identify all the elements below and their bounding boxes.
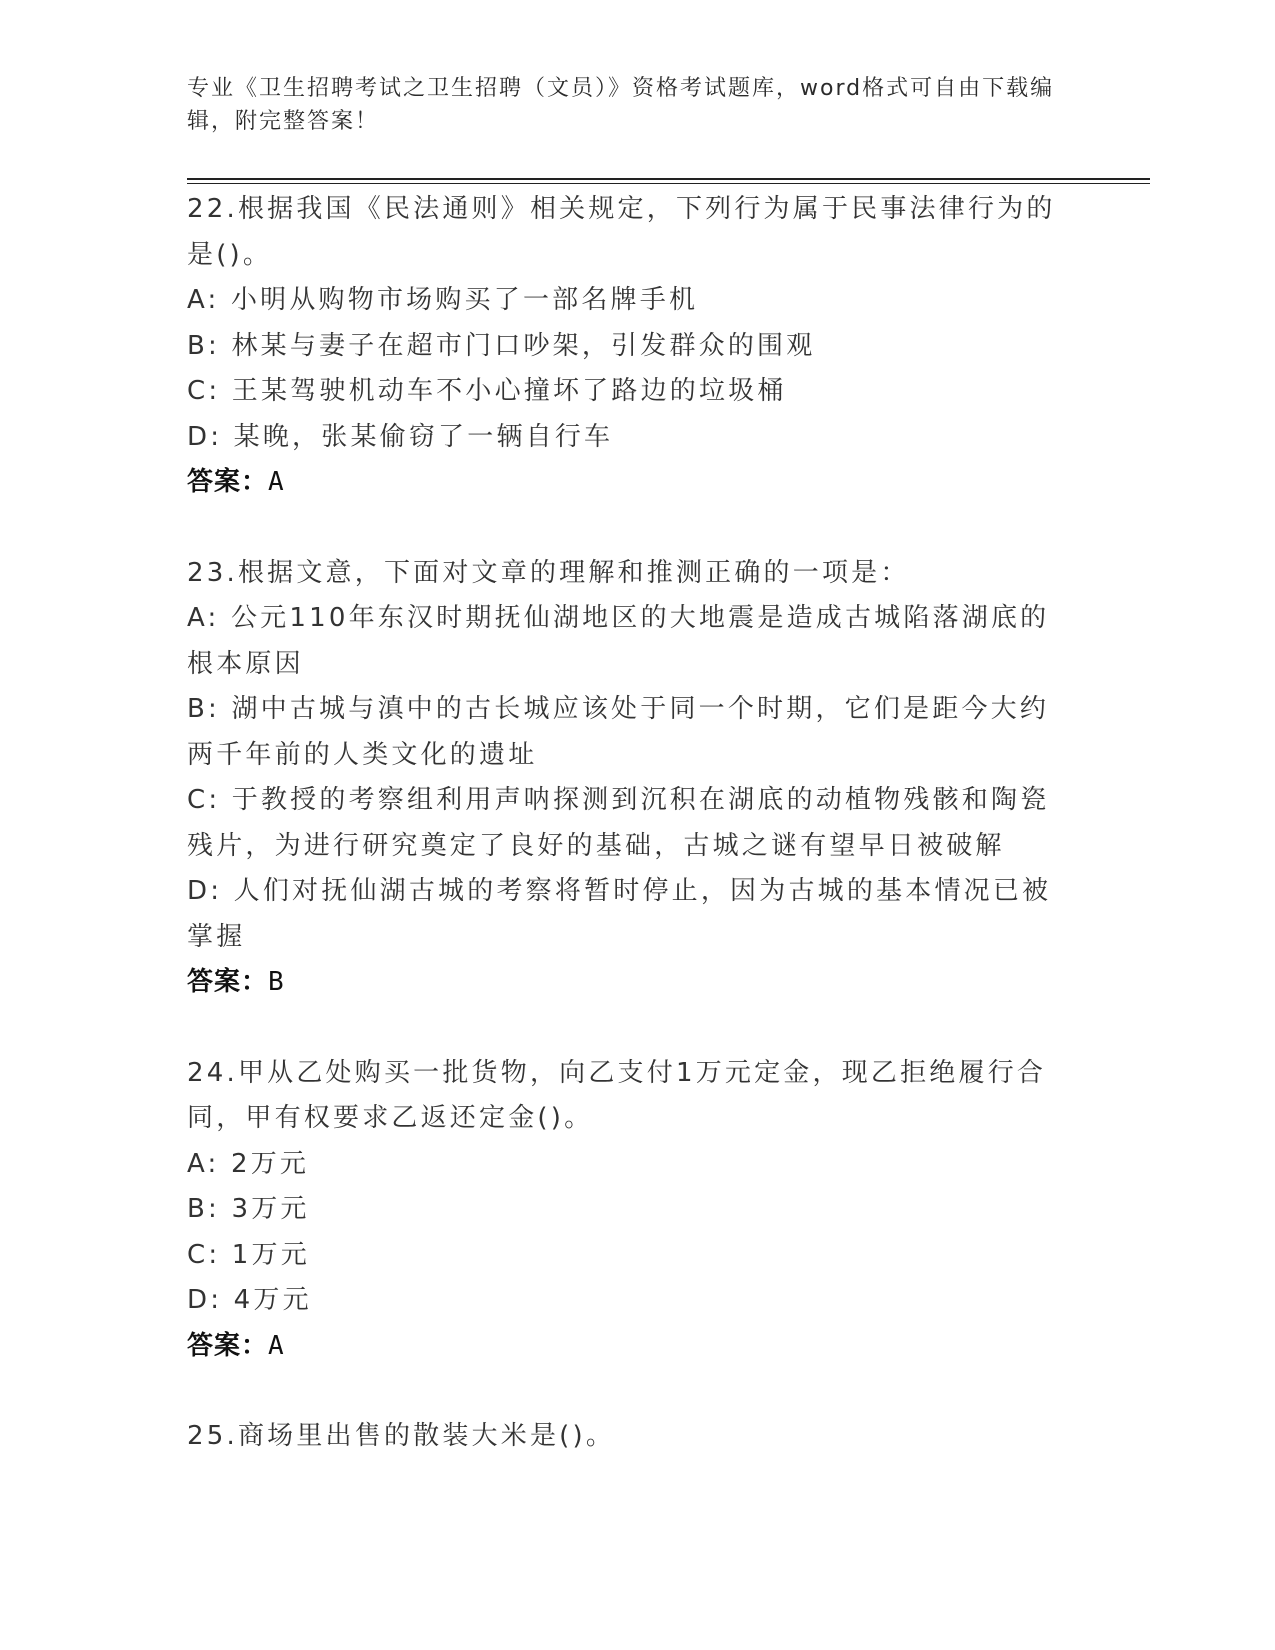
answer-value: B [268, 967, 285, 997]
option-d: D: 4万元 [187, 1285, 312, 1315]
option-c: C: 于教授的考察组利用声呐探测到沉积在湖底的动植物残骸和陶瓷残片，为进行研究奠定了良好的基础，古城之谜有望早日被破解 [187, 785, 1050, 861]
option-c: C: 1万元 [187, 1239, 310, 1270]
question-24 [187, 1051, 1077, 1370]
answer-value: A [268, 1330, 285, 1361]
question-stem: 22.根据我国《民法通则》相关规定，下列行为属于民事法律行为的是()。 [187, 194, 1056, 270]
answer [187, 460, 1077, 506]
question-stem: 24.甲从乙处购买一批货物，向乙支付1万元定金，现乙拒绝履行合同，甲有权要求乙返还定金()。 [187, 1057, 1047, 1133]
question-25 [187, 1414, 1077, 1460]
answer-label: 答案： [187, 967, 269, 997]
option-a: A: 公元110年东汉时期抚仙湖地区的大地震是造成古城陷落湖底的根本原因 [187, 603, 1050, 679]
document-header: 专业《卫生招聘考试之卫生招聘（文员）》资格考试题库，word格式可自由下载编辑，附完整答案！ [187, 76, 1055, 134]
question-list [187, 187, 1077, 1460]
answer-label: 答案： [187, 467, 269, 497]
option-c: C: 王某驾驶机动车不小心撞坏了路边的垃圾桶 [187, 376, 787, 406]
header-rule-top [187, 178, 1150, 180]
answer [187, 1324, 1077, 1370]
option-d: D: 人们对抚仙湖古城的考察将暂时停止，因为古城的基本情况已被掌握 [187, 876, 1052, 952]
option-b: B: 3万元 [187, 1194, 310, 1224]
answer-value: A [268, 467, 285, 497]
answer [187, 960, 1077, 1006]
question-23 [187, 551, 1077, 1006]
option-b: B: 湖中古城与滇中的古长城应该处于同一个时期，它们是距今大约两千年前的人类文化的遗址 [187, 694, 1050, 770]
header-rule-bottom [187, 183, 1150, 184]
question-22 [187, 187, 1077, 506]
option-a: A: 2万元 [187, 1148, 310, 1179]
option-a: A: 小明从购物市场购买了一部名牌手机 [187, 285, 699, 315]
question-stem: 23.根据文意，下面对文章的理解和推测正确的一项是： [187, 557, 910, 588]
question-stem: 25.商场里出售的散装大米是()。 [187, 1421, 616, 1451]
answer-label: 答案： [187, 1330, 269, 1361]
option-d: D: 某晚，张某偷窃了一辆自行车 [187, 421, 614, 452]
option-b: B: 林某与妻子在超市门口吵架，引发群众的围观 [187, 330, 816, 361]
